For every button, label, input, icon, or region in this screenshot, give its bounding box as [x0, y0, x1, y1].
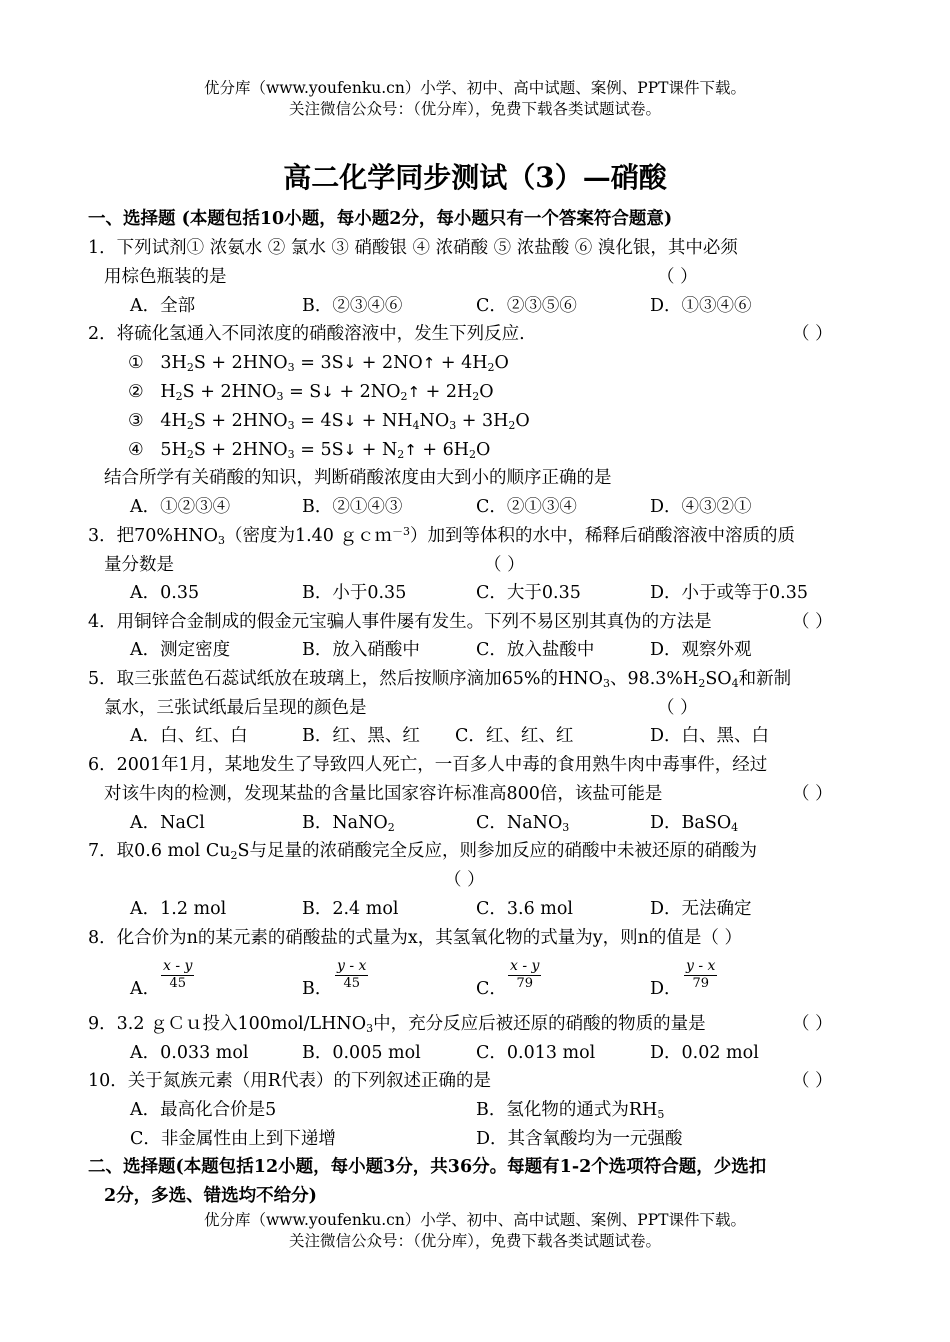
q2-reaction-4: ④ $5H_2S + 2HNO_3$ = 5S↓ + $N_2↑ + 6H_2O$ [128, 440, 491, 461]
q7-option-c: C．3.6 mol [476, 899, 574, 919]
q5-option-d: D．白、黑、白 [650, 726, 770, 746]
q10-option-a: A．最高化合价是5 [130, 1100, 277, 1120]
q8-stem: 8．化合价为n的某元素的硝酸盐的式量为x，其氢氧化物的式量为y，则n的值是（ ） [88, 928, 742, 948]
q9-line1: 9．3.2 ｇＣｕ投入$100mol/LHNO_3$中，充分反应后被还原的硝酸的物质的量是 [88, 1014, 706, 1035]
q8-option-c-label: C． [476, 979, 507, 999]
q7-option-d: D．无法确定 [650, 899, 752, 919]
q4-stem: 4．用铜锌合金制成的假金元宝骗人事件屡有发生。下列不易区别其真伪的方法是 [88, 612, 712, 632]
q5-option-a: A．白、红、白 [130, 726, 248, 746]
section2-heading-line2: 2分，多选、错选均不给分) [104, 1186, 317, 1206]
q2-conclusion: 结合所学有关硝酸的知识，判断硝酸浓度由大到小的顺序正确的是 [104, 468, 612, 488]
q4-option-b: B．放入硝酸中 [302, 640, 420, 660]
q4-option-c: C．放入盐酸中 [476, 640, 595, 660]
page-title: 高二化学同步测试（3）—硝酸 [283, 161, 667, 194]
q3-line1: 3．把$70\%HNO_3$（密度为1.40 ｇｃｍ$^{-3}$）加到等体积的水中，稀释后硝酸溶液中溶质的质 [88, 525, 795, 547]
q2-option-d: D．④③②① [650, 497, 752, 517]
q3-option-b: B．小于0.35 [302, 583, 407, 603]
q5-option-b: B．红、黑、红 [302, 726, 420, 746]
q7-option-b: B．2.4 mol [302, 899, 399, 919]
q2-reaction-3: ③ $4H_2S + 2HNO_3$ = 4S↓ + $NH_4NO_3 + 3H_2O$ [128, 411, 530, 432]
q9-bracket: （ ） [792, 1014, 833, 1034]
q3-option-d: D．小于或等于0.35 [650, 583, 808, 603]
q7-bracket: （ ） [444, 870, 485, 890]
q7-option-a: A．1.2 mol [130, 899, 227, 919]
footer-line-2: 关注微信公众号：（优分库），免费下载各类试题试卷。 [288, 1232, 661, 1250]
header-line-2: 关注微信公众号：（优分库），免费下载各类试题试卷。 [288, 100, 661, 118]
q8-option-c-fraction: $\frac{x - y}{79}$ [510, 958, 540, 991]
q4-option-d: D．观察外观 [650, 640, 752, 660]
q2-bracket: （ ） [792, 324, 833, 344]
q5-bracket: （ ） [657, 698, 698, 718]
section2-heading-line1: 二、选择题(本题包括12小题，每小题3分，共36分。每题有1-2个选项符合题，少选扣 [88, 1157, 767, 1177]
q1-option-b: B．②③④⑥ [302, 296, 403, 316]
q1-line1: 1．下列试剂① 浓氨水 ② 氯水 ③ 硝酸银 ④ 浓硝酸 ⑤ 浓盐酸 ⑥ 溴化银，其中必须 [88, 238, 738, 258]
q1-option-a: A．全部 [130, 296, 196, 316]
q5-line1: 5．取三张蓝色石蕊试纸放在玻璃上，然后按顺序滴加65%的$HNO_3$、$98.3\%H_2SO_4$和新制 [88, 669, 792, 690]
header-line-1: 优分库（www.youfenku.cn）小学、初中、高中试题、案例、PPT课件下载。 [203, 79, 747, 97]
q10-option-d: D．其含氧酸均为一元强酸 [476, 1129, 683, 1149]
q1-bracket: （ ） [657, 267, 698, 287]
q1-option-d: D．①③④⑥ [650, 296, 752, 316]
q7-line1: 7．取0.6 mol $Cu_2S$与足量的浓硝酸完全反应，则参加反应的硝酸中未被还原的硝酸为 [88, 841, 757, 862]
q6-line1: 6．2001年1月，某地发生了导致四人死亡，一百多人中毒的食用熟牛肉中毒事件，经过 [88, 755, 768, 775]
q9-option-a: A．0.033 mol [130, 1043, 249, 1063]
down-arrow-icon: ↓ [343, 412, 357, 430]
q6-option-d: D．BaSO$_4$ [650, 813, 739, 834]
up-arrow-icon: ↑ [407, 383, 421, 401]
q10-stem: 10．关于氮族元素（用R代表）的下列叙述正确的是 [88, 1071, 491, 1091]
q3-option-c: C．大于0.35 [476, 583, 581, 603]
q10-bracket: （ ） [792, 1071, 833, 1091]
q4-option-a: A．测定密度 [130, 640, 231, 660]
q2-option-b: B．②①④③ [302, 497, 403, 517]
q10-option-b: B．氢化物的通式为$RH_5$ [476, 1100, 665, 1121]
q2-option-a: A．①②③④ [130, 497, 231, 517]
q8-option-b-label: B． [302, 979, 333, 999]
q6-option-c: C．NaNO$_3$ [476, 813, 570, 834]
up-arrow-icon: ↑ [422, 354, 436, 372]
footer-line-1: 优分库（www.youfenku.cn）小学、初中、高中试题、案例、PPT课件下载。 [203, 1211, 747, 1229]
q6-option-a: A．NaCl [130, 813, 205, 833]
section1-heading: 一、选择题 (本题包括10小题，每小题2分，每小题只有一个答案符合题意) [88, 209, 673, 229]
q8-option-d-fraction: $\frac{y - x}{79}$ [686, 958, 716, 991]
q9-option-d: D．0.02 mol [650, 1043, 759, 1063]
q9-option-b: B．0.005 mol [302, 1043, 421, 1063]
q2-reaction-2: ② $H_2S + 2HNO_3$ = S↓ + $2NO_2↑ + 2H_2O$ [128, 382, 494, 403]
q5-line2: 氯水，三张试纸最后呈现的颜色是 [104, 698, 367, 718]
q2-reaction-1: ① $3H_2S + 2HNO_3$ = 3S↓ + 2NO↑ + $4H_2O$ [128, 353, 509, 374]
down-arrow-icon: ↓ [321, 383, 334, 401]
q6-line2: 对该牛肉的检测，发现某盐的含量比国家容许标准高800倍，该盐可能是 [104, 784, 663, 804]
q3-line2: 量分数是 [104, 555, 174, 575]
q8-option-a-fraction: $\frac{x - y}{45}$ [163, 958, 193, 991]
q10-option-c: C．非金属性由上到下递增 [130, 1129, 336, 1149]
q5-option-c: C．红、红、红 [455, 726, 574, 746]
q4-bracket: （ ） [792, 612, 833, 632]
up-arrow-icon: ↑ [404, 441, 417, 459]
q3-option-a: A．0.35 [130, 583, 200, 603]
q3-bracket: （ ） [484, 555, 525, 575]
q2-stem: 2．将硫化氢通入不同浓度的硝酸溶液中，发生下列反应. [88, 324, 525, 344]
q8-option-b-fraction: $\frac{y - x}{45}$ [337, 958, 367, 991]
q2-option-c: C．②①③④ [476, 497, 577, 517]
q9-option-c: C．0.013 mol [476, 1043, 596, 1063]
q1-line2: 用棕色瓶装的是 [104, 267, 227, 287]
q8-option-d-label: D． [650, 979, 682, 999]
q8-option-a-label: A． [130, 979, 161, 999]
q6-bracket: （ ） [792, 784, 833, 804]
q6-option-b: B．NaNO$_2$ [302, 813, 395, 834]
down-arrow-icon: ↓ [343, 441, 357, 459]
q1-option-c: C．②③⑤⑥ [476, 296, 577, 316]
down-arrow-icon: ↓ [343, 354, 357, 372]
